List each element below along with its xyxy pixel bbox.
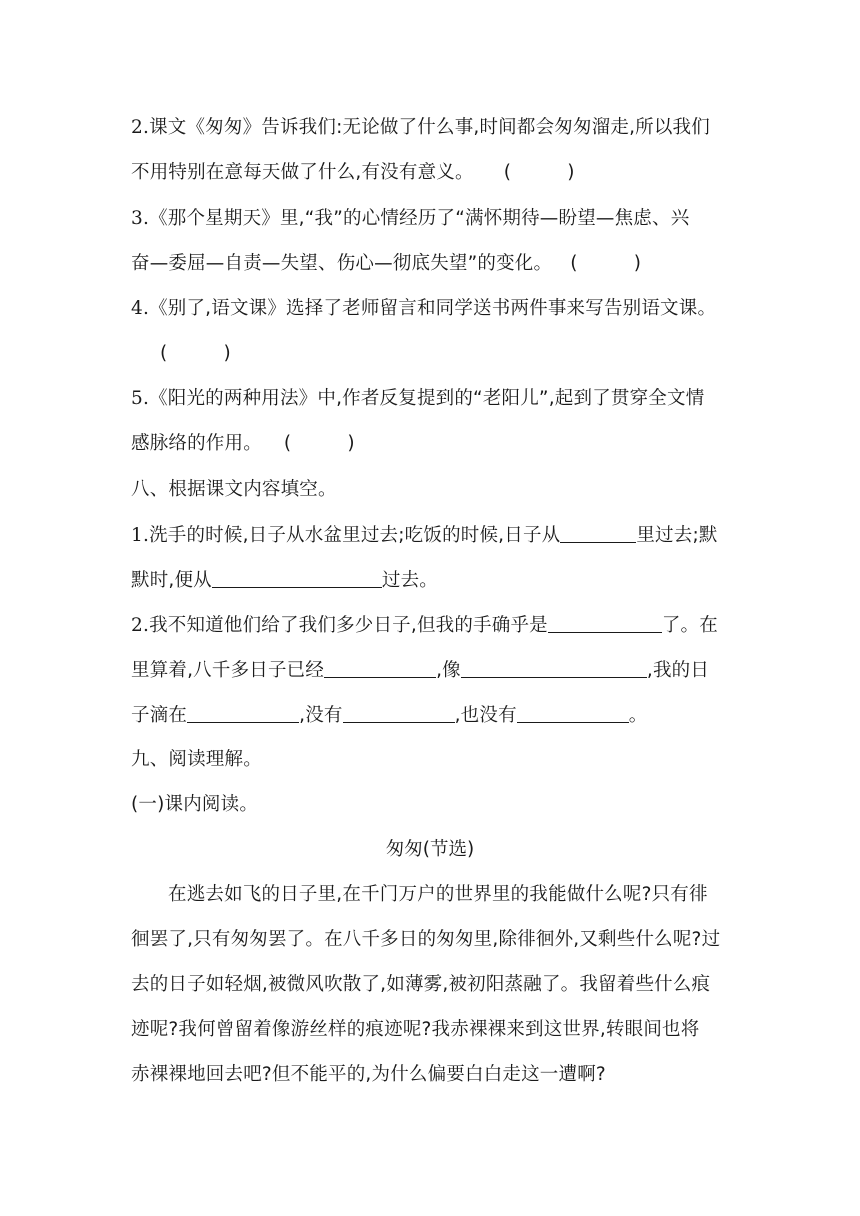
- question-text: 子滴在: [131, 705, 188, 726]
- answer-parentheses[interactable]: ( ): [570, 253, 642, 274]
- tf-question-5-line1: [131, 386, 704, 412]
- reading-title: 匆匆(节选): [385, 839, 475, 860]
- question-text: ,没有: [299, 705, 343, 726]
- question-number: 3.: [131, 208, 150, 229]
- fill-blank[interactable]: [187, 702, 299, 723]
- answer-parentheses[interactable]: ( ): [160, 343, 231, 364]
- fill-question-2-line1: [131, 612, 718, 639]
- reading-paragraph-line: 徊罢了,只有匆匆罢了。在八千多日的匆匆里,除徘徊外,又剩些什么呢?过: [131, 929, 721, 950]
- question-text: 不用特别在意每天做了什么,有没有意义。: [131, 162, 474, 183]
- answer-parentheses[interactable]: ( ): [503, 162, 575, 183]
- answer-parentheses[interactable]: ( ): [283, 433, 355, 454]
- tf-question-2-line2: [131, 160, 575, 186]
- question-text: 奋—委屈—自责—失望、伤心—彻底失望”的变化。: [131, 253, 553, 274]
- fill-question-1-line1: [131, 522, 718, 549]
- reading-paragraph-line: 去的日子如轻烟,被微风吹散了,如薄雾,被初阳蒸融了。我留着些什么痕: [131, 974, 711, 995]
- fill-blank[interactable]: [461, 657, 647, 678]
- question-text: 。: [628, 705, 648, 726]
- tf-question-4-line2: [160, 341, 231, 367]
- section-9-heading: 九、阅读理解。: [131, 749, 262, 770]
- section-8-heading: 八、根据课文内容填空。: [131, 479, 337, 500]
- question-text: 过去。: [381, 570, 438, 591]
- question-text: ,也没有: [454, 705, 517, 726]
- question-text: 《那个星期天》里,“我”的心情经历了“满怀期待—盼望—焦虑、兴: [149, 208, 690, 229]
- fill-question-1-line2: [131, 567, 438, 594]
- fill-blank[interactable]: [560, 522, 636, 543]
- fill-blank[interactable]: [548, 612, 662, 633]
- question-number: 1.: [131, 525, 150, 546]
- question-text: 课文《匆匆》告诉我们:无论做了什么事,时间都会匆匆溜走,所以我们: [149, 117, 710, 138]
- reading-paragraph-line: 迹呢?我何曾留着像游丝样的痕迹呢?我赤裸裸来到这世界,转眼间也将: [131, 1019, 700, 1040]
- tf-question-2-line1: [131, 115, 710, 141]
- fill-blank[interactable]: [324, 657, 436, 678]
- question-text: 《阳光的两种用法》中,作者反复提到的“老阳儿”,起到了贯穿全文情: [149, 388, 705, 409]
- fill-blank[interactable]: [517, 702, 629, 723]
- question-text: 《别了,语文课》选择了老师留言和同学送书两件事来写告别语文课。: [149, 298, 717, 319]
- question-text: ,我的日: [646, 660, 710, 681]
- question-text: ,像: [436, 660, 461, 681]
- reading-paragraph-line: 在逃去如飞的日子里,在千门万户的世界里的我能做什么呢?只有徘: [168, 884, 708, 905]
- tf-question-4-line1: [131, 296, 716, 322]
- question-number: 2.: [131, 117, 150, 138]
- fill-question-2-line3: [131, 702, 647, 729]
- question-text: 默时,便从: [131, 570, 212, 591]
- subsection-heading: (一)课内阅读。: [131, 794, 259, 815]
- tf-question-5-line2: [131, 431, 355, 457]
- question-number: 5.: [131, 388, 150, 409]
- fill-question-2-line2: [131, 657, 709, 684]
- question-text: 感脉络的作用。: [131, 433, 262, 454]
- tf-question-3-line2: [131, 251, 641, 277]
- question-number: 2.: [131, 615, 150, 636]
- question-text: 了。在: [661, 615, 718, 636]
- fill-blank[interactable]: [212, 567, 382, 588]
- reading-paragraph-line: 赤裸裸地回去吧?但不能平的,为什么偏要白白走这一遭啊?: [131, 1064, 606, 1085]
- question-number: 4.: [131, 298, 150, 319]
- question-text: 洗手的时候,日子从水盆里过去;吃饭的时候,日子从: [149, 525, 561, 546]
- tf-question-3-line1: [131, 206, 689, 232]
- question-text: 我不知道他们给了我们多少日子,但我的手确乎是: [149, 615, 548, 636]
- fill-blank[interactable]: [343, 702, 455, 723]
- question-text: 里过去;默: [636, 525, 718, 546]
- question-text: 里算着,八千多日子已经: [131, 660, 325, 681]
